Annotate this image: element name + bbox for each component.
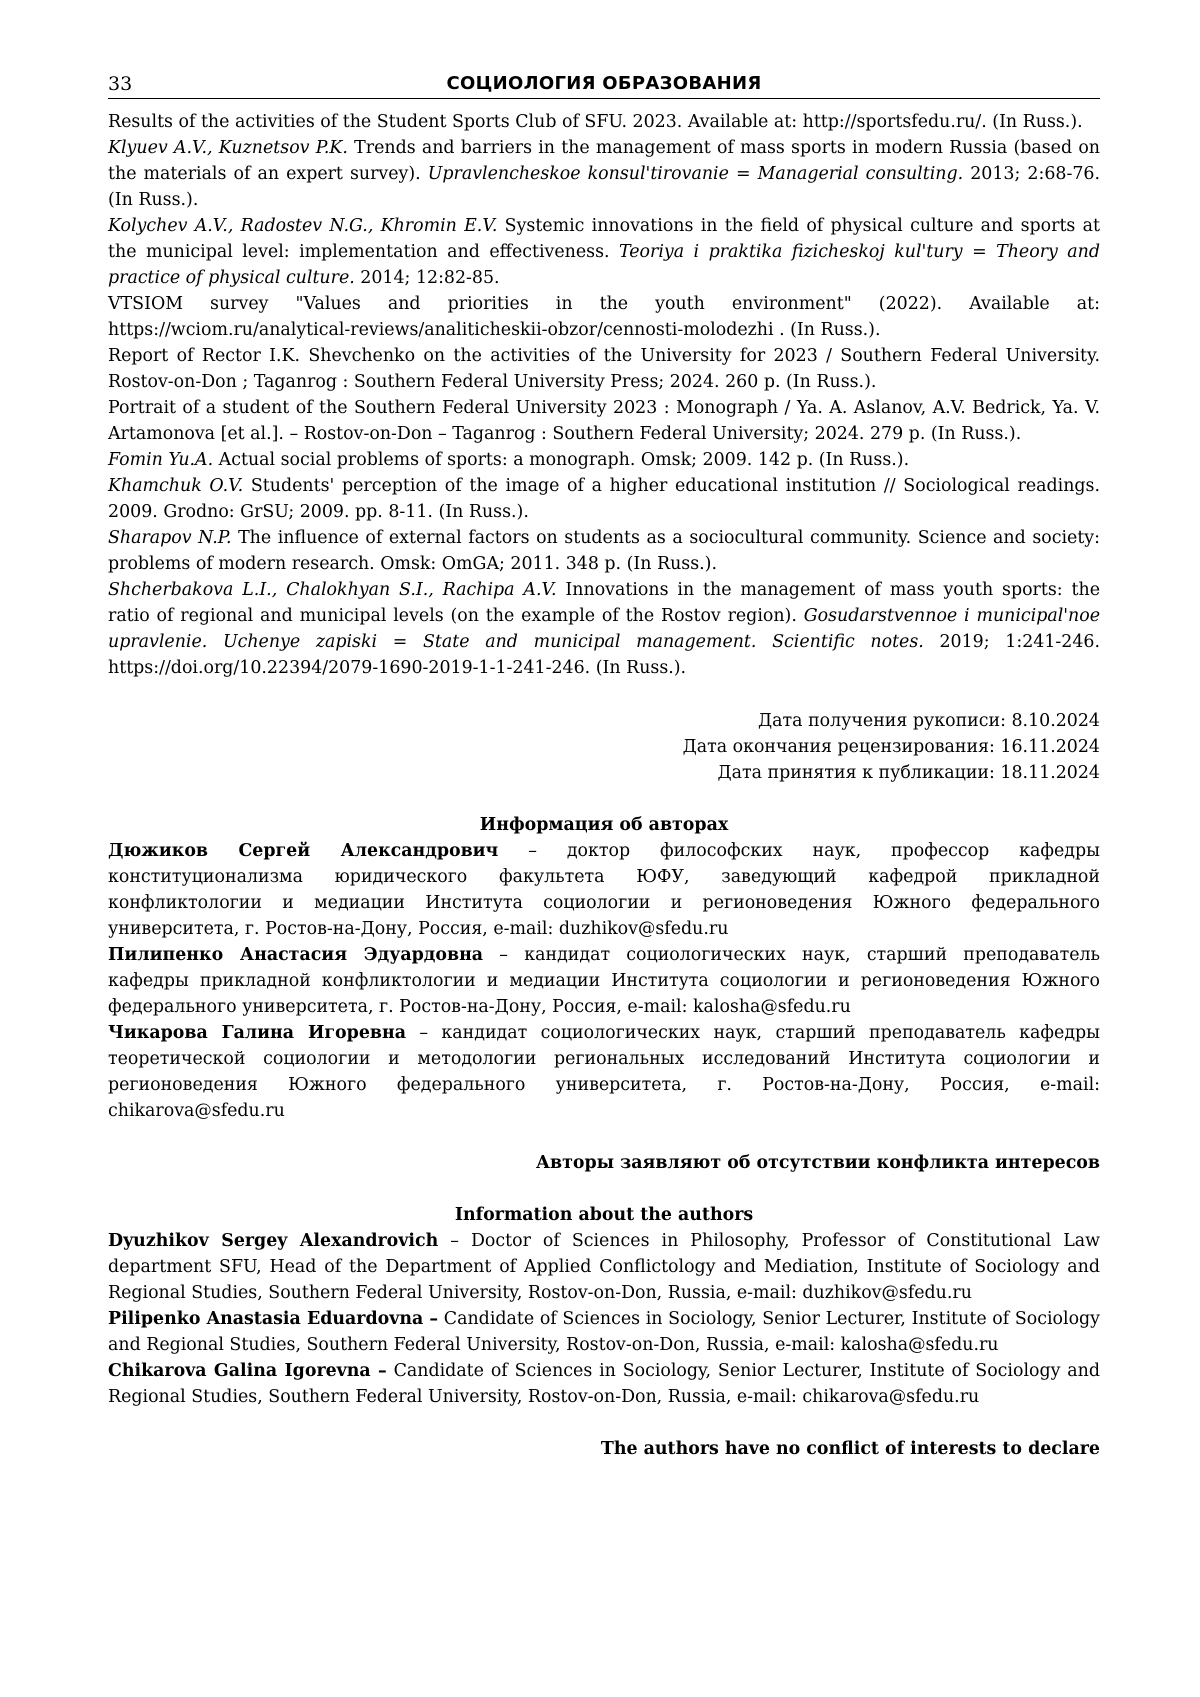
- date-reviewed: Дата окончания рецензирования: 16.11.2024: [682, 737, 1100, 757]
- page-header: [108, 72, 1100, 99]
- reference-item: Sharapov N.P. The influence of external factors on students as a sociocultural community. Science and society: problems of modern research. Omsk: OmGA; 2011. 348 p. (In Russ.).: [108, 528, 1100, 574]
- date-accepted: Дата принятия к публикации: 18.11.2024: [717, 763, 1100, 783]
- document-page: [108, 72, 1100, 1462]
- journal-title: СОЦИОЛОГИЯ ОБРАЗОВАНИЯ: [446, 73, 762, 94]
- authors-info-en: [108, 1202, 1100, 1462]
- section-title: Информация об авторах: [479, 815, 729, 835]
- author-entry: Дюжиков Сергей Александрович – доктор философских наук, профессор кафедры конституционализма юридического факультета ЮФУ, заведующий кафедрой прикладной конфликтологии и медиации Института социологии и регионоведения Южного федерального университета, г. Ростов-на-Дону, Россия, e-mail: duzhikov@sfedu.ru: [108, 841, 1100, 939]
- manuscript-dates: [108, 708, 1100, 786]
- author-entry: Чикарова Галина Игоревна – кандидат социологических наук, старший преподаватель кафедры теоретической социологии и методологии региональных исследований Института социологии и регионоведения Южного федерального университета, г. Ростов-на-Дону, Россия, e-mail: chikarova@sfedu.ru: [108, 1023, 1101, 1121]
- page-content: [108, 109, 1100, 1462]
- reference-item: Shcherbakova L.I., Chalokhyan S.I., Rachipa A.V. Innovations in the management of mass youth sports: the ratio of regional and municipal levels (on the example of the Rostov region). Gosudarstvennoe i municipal'noe upravlenie. Uchenye zapiski = State and municipal management. Scientific notes. 2019; 1:241-246. https://doi.org/10.22394/2079-1690-2019-1-1-241-246. (In Russ.).: [108, 580, 1101, 678]
- reference-item: Fomin Yu.A. Actual social problems of sports: a monograph. Omsk; 2009. 142 p. (In Russ.).: [108, 450, 910, 470]
- author-entry: Dyuzhikov Sergey Alexandrovich – Doctor of Sciences in Philosophy, Professor of Constitutional Law department SFU, Head of the Department of Applied Conflictology and Mediation, Institute of Sociology and Regional Studies, Southern Federal University, Rostov-on-Don, Russia, e-mail: duzhikov@sfedu.ru: [108, 1231, 1100, 1303]
- section-title: Information about the authors: [454, 1205, 754, 1225]
- reference-item: Khamchuk O.V. Students' perception of the image of a higher educational institution // Sociological readings. 2009. Grodno: GrSU; 2009. pp. 8-11. (In Russ.).: [108, 476, 1100, 522]
- conflict-statement: The authors have no conflict of interests to declare: [600, 1439, 1100, 1459]
- author-name: Дюжиков Сергей Александрович: [108, 841, 499, 861]
- author-name: Pilipenko Anastasia Eduardovna –: [108, 1309, 439, 1329]
- reference-item: Results of the activities of the Student Sports Club of SFU. 2023. Available at: http://sportsfedu.ru/. (In Russ.).: [108, 112, 1083, 132]
- reference-list: [108, 109, 1100, 681]
- date-received: Дата получения рукописи: 8.10.2024: [758, 711, 1100, 731]
- reference-item: VTSIOM survey "Values and priorities in the youth environment" (2022). Available at: https://wciom.ru/analytical-reviews/analiticheskii-obzor/cennosti-molodezhi . (In Russ.).: [108, 294, 1100, 340]
- author-name: Чикарова Галина Игоревна: [108, 1023, 406, 1043]
- conflict-statement: Авторы заявляют об отсутствии конфликта интересов: [535, 1153, 1100, 1173]
- author-name: Пилипенко Анастасия Эдуардовна: [108, 945, 484, 965]
- reference-item: Kolychev A.V., Radostev N.G., Khromin E.V. Systemic innovations in the field of physical culture and sports at the municipal level: implementation and effectiveness. Teoriya i praktika fizicheskoj kul'tury = Theory and practice of physical culture. 2014; 12:82-85.: [108, 216, 1100, 288]
- page-number: 33: [108, 73, 133, 95]
- author-name: Dyuzhikov Sergey Alexandrovich: [108, 1231, 439, 1251]
- authors-info-ru: [108, 812, 1100, 1176]
- reference-item: Report of Rector I.K. Shevchenko on the activities of the University for 2023 / Southern Federal University. Rostov-on-Don ; Taganrog : Southern Federal University Press; 2024. 260 p. (In Russ.).: [108, 346, 1100, 392]
- author-entry: Pilipenko Anastasia Eduardovna – Candidate of Sciences in Sociology, Senior Lecturer, Institute of Sociology and Regional Studies, Southern Federal University, Rostov-on-Don, Russia, e-mail: kalosha@sfedu.ru: [108, 1309, 1101, 1355]
- author-entry: Пилипенко Анастасия Эдуардовна – кандидат социологических наук, старший преподаватель кафедры прикладной конфликтологии и медиации Института социологии и регионоведения Южного федерального университета, г. Ростов-на-Дону, Россия, e-mail: kalosha@sfedu.ru: [108, 945, 1101, 1017]
- author-name: Chikarova Galina Igorevna –: [108, 1361, 387, 1381]
- reference-item: Portrait of a student of the Southern Federal University 2023 : Monograph / Ya. A. Aslanov, A.V. Bedrick, Ya. V. Artamonova [et al.]. – Rostov-on-Don – Taganrog : Southern Federal University; 2024. 279 p. (In Russ.).: [108, 398, 1100, 444]
- reference-item: Klyuev A.V., Kuznetsov P.K. Trends and barriers in the management of mass sports in modern Russia (based on the materials of an expert survey). Upravlencheskoe konsul'tirovanie = Managerial consulting. 2013; 2:68-76. (In Russ.).: [108, 138, 1100, 210]
- author-entry: Chikarova Galina Igorevna – Candidate of Sciences in Sociology, Senior Lecturer, Institute of Sociology and Regional Studies, Southern Federal University, Rostov-on-Don, Russia, e-mail: chikarova@sfedu.ru: [108, 1361, 1100, 1407]
